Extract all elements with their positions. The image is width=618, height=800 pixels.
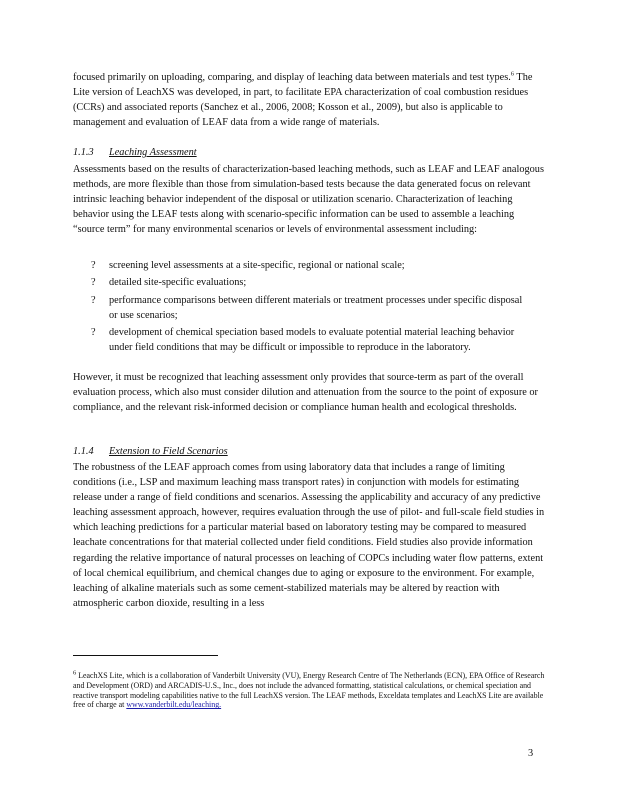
list-item-text: development of chemical speciation based models to evaluate potential material leaching behavior under field conditions that may be difficult or impossible to reproduce in the laboratory. <box>109 326 515 354</box>
section-number: 1.1.3 <box>73 147 94 158</box>
section-title: Extension to Field Scenarios <box>109 446 228 457</box>
section-number: 1.1.4 <box>73 446 94 457</box>
footnote-marker: 6 <box>73 669 77 677</box>
page-number: 3 <box>528 748 534 759</box>
bullet-glyph: ? <box>91 294 96 306</box>
source-term-paragraph: However, it must be recognized that leaching assessment only provides that source‐term as part of the overall evaluation process, which also must consider dilution and attenuation from the source to the point of exposure or compliance, and the relevant risk‐informed decision or compliance human health and ecological thresholds. <box>73 372 538 414</box>
bullet-glyph: ? <box>91 326 96 338</box>
list-item <box>91 275 531 290</box>
intro-text-part1: focused primarily on uploading, comparing, and display of leaching data between materials and test types. <box>73 72 511 83</box>
leaching-assessment-paragraph: Assessments based on the results of characterization‐based leaching methods, such as LEAF and LEAF analogous methods, are more flexible than those from simulation‐based tests because the data generated focus on relevant intrinsic leaching behavior independent of the disposal or utilization scenario. Characterization of leaching behavior using the LEAF tests along with scenario‐specific information can be used to assemble a leaching “source term” for many environmental scenarios or levels of environmental assessment including: <box>73 164 544 236</box>
bullet-glyph: ? <box>91 277 96 289</box>
footnote <box>73 671 553 710</box>
list-item-text: screening level assessments at a site‐specific, regional or national scale; <box>109 260 405 271</box>
field-scenarios-paragraph: The robustness of the LEAF approach comes from using laboratory data that includes a range of limiting conditions (i.e., LSP and maximum leaching mass transport rates) in conjunction with models for estimating release under a range of field conditions and scenarios. Assessing the applicability and accuracy of any predictive leaching assessment approach, however, requires evaluation through the use of pilot‐ and full‐scale field studies in which leaching predictions for a particular material based on laboratory testing may be compared to measured leachate concentrations for that material collected under field conditions. Field studies also provide information regarding the relative importance of natural processes on leaching of COPCs including water flow patterns, extent of local chemical equilibrium, and chemical changes due to aging or exposure to the environment. For example, leaching of alkaline materials such as some cement‐stabilized materials may be altered by reaction with atmospheric carbon dioxide, resulting in a less <box>73 462 545 609</box>
list-item <box>91 258 531 273</box>
intro-text-part2: The Lite version of LeachXS was developed, in part, to facilitate EPA characterization of coal combustion residues (CCRs) and associated reports (Sanchez et al., 2006, 2008; Kosson et al., 2009), but also is applicable to management and evaluation of LEAF data from a wide range of materials. <box>73 72 533 129</box>
footnote-reference[interactable]: 6 <box>510 70 515 78</box>
list-item-text: detailed site‐specific evaluations; <box>109 277 247 289</box>
section-heading-field-scenarios <box>73 444 232 459</box>
assessment-levels-list <box>91 258 531 357</box>
intro-paragraph <box>73 70 545 130</box>
section-title: Leaching Assessment <box>109 147 197 158</box>
footnote-link[interactable]: www.vanderbilt.edu/leaching. <box>126 700 222 710</box>
list-item-text: performance comparisons between different materials or treatment processes under specific disposal or use scenarios; <box>109 294 523 321</box>
section-heading-leaching-assessment <box>73 145 201 160</box>
bullet-glyph: ? <box>91 260 96 271</box>
footnote-text: LeachXS Lite, which is a collaboration of Vanderbilt University (VU), Energy Research Centre of The Netherlands (ECN), EPA Office of Research and Development (ORD) and ARCADIS‐U.S., Inc., does not include the advanced formatting, statistical calculations, or chemical speciation and reactive transport modeling capabilities native to the full LeachXS version. The LEAF methods, Exceldata templates and LeachXS Lite are available free of charge at <box>73 671 545 710</box>
list-item <box>91 293 531 323</box>
list-item <box>91 325 531 355</box>
footnote-separator <box>73 655 218 656</box>
